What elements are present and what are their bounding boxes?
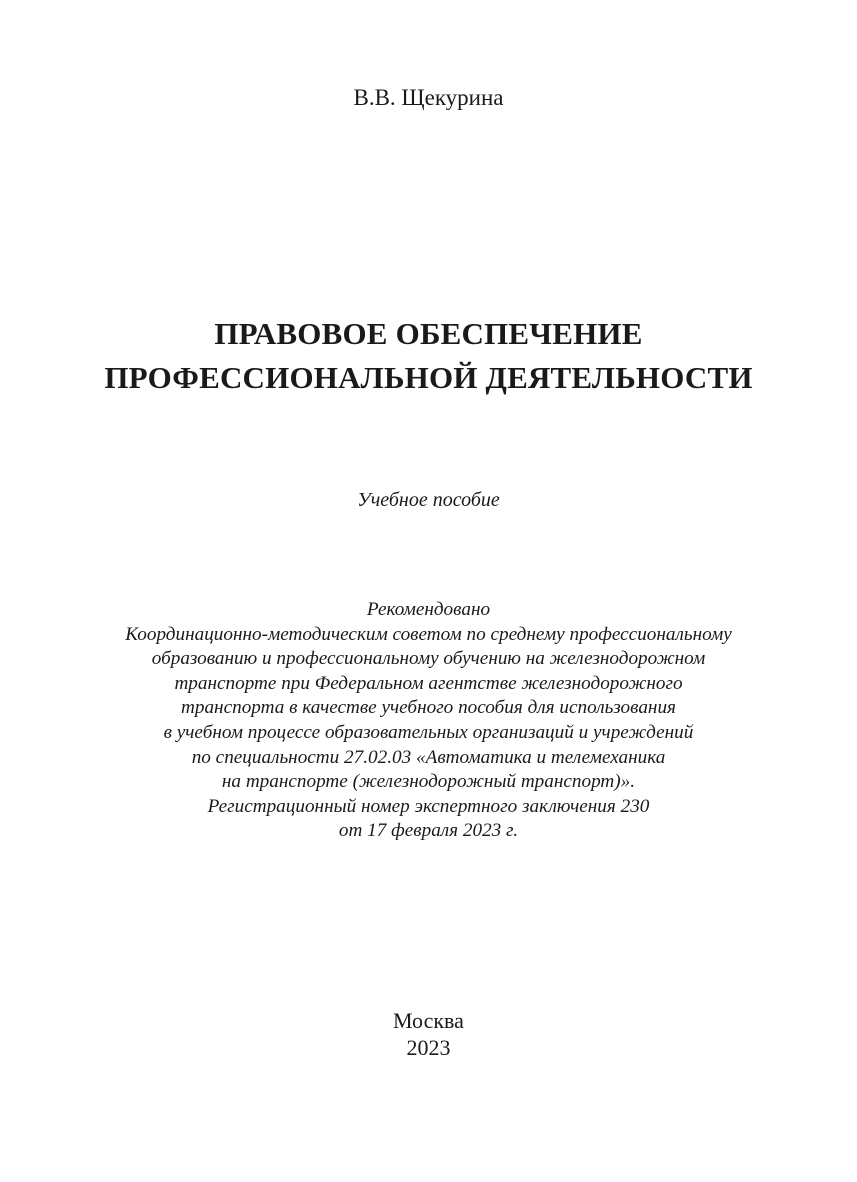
recommendation-line: Рекомендовано	[366, 599, 491, 620]
recommendation-line: в учебном процессе образовательных организаций и учреждений	[163, 721, 694, 743]
book-subtitle: Учебное пособие	[357, 489, 500, 511]
recommendation-line: от 17 февраля 2023 г.	[338, 820, 519, 842]
recommendation-line: по специальности 27.02.03 «Автоматика и телемеханика	[191, 746, 666, 768]
recommendation-block	[0, 598, 857, 844]
recommendation-line: транспорта в качестве учебного пособия для использования	[181, 697, 676, 719]
book-title-line-2: ПРОФЕССИОНАЛЬНОЙ ДЕЯТЕЛЬНОСТИ	[104, 360, 753, 395]
recommendation-line: Координационно-методическим советом по среднему профессиональному	[125, 623, 732, 645]
book-title-line-1: ПРАВОВОЕ ОБЕСПЕЧЕНИЕ	[214, 316, 643, 351]
book-title	[0, 312, 857, 400]
publication-city: Москва	[393, 1008, 464, 1033]
recommendation-line: транспорте при Федеральном агентстве железнодорожного	[174, 672, 683, 694]
author-name: В.В. Щекурина	[353, 85, 504, 110]
recommendation-line: образованию и профессиональному обучению на железнодорожном	[151, 648, 706, 670]
recommendation-line: Регистрационный номер экспертного заключения 230	[207, 795, 650, 817]
publication-year: 2023	[406, 1035, 451, 1060]
recommendation-line: на транспорте (железнодорожный транспорт)».	[221, 771, 636, 793]
